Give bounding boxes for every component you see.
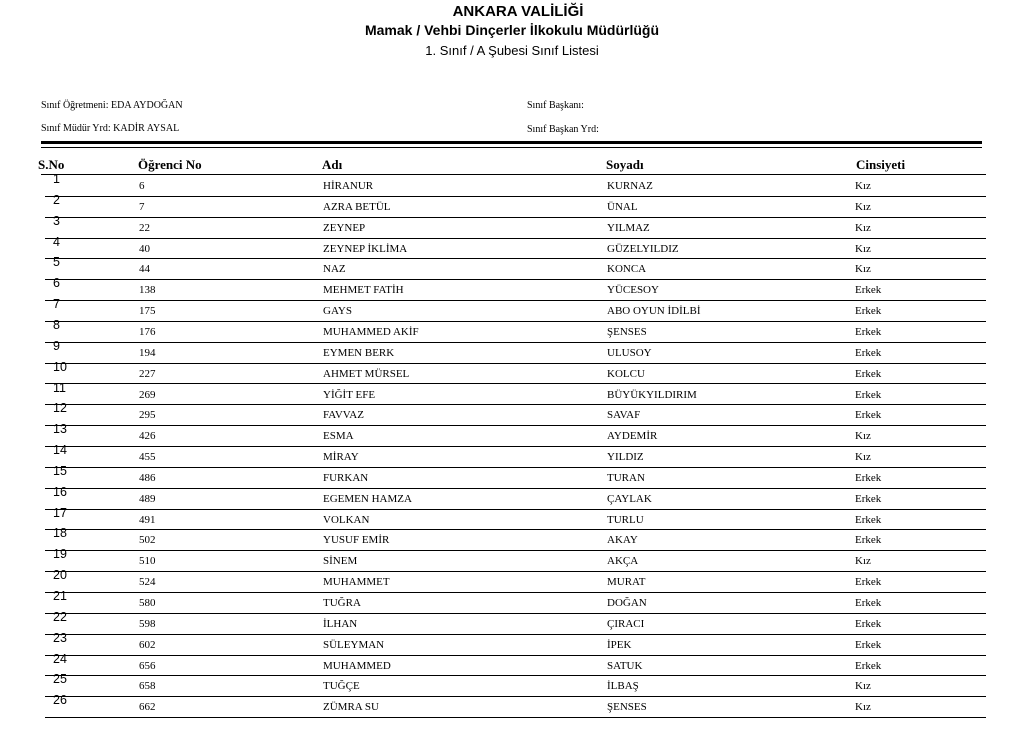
student-number: 658 — [139, 680, 156, 693]
student-surname: ÜNAL — [607, 200, 638, 213]
student-gender: Erkek — [855, 346, 882, 359]
student-number: 295 — [139, 409, 156, 422]
student-gender: Kız — [855, 555, 871, 568]
table-row — [45, 463, 986, 489]
table-row — [45, 192, 986, 218]
row-number: 26 — [53, 693, 67, 708]
student-gender: Erkek — [855, 409, 882, 422]
student-number: 510 — [139, 555, 156, 568]
school-name: Mamak / Vehbi Dinçerler İlkokulu Müdürlüğü — [364, 22, 660, 38]
row-number: 8 — [53, 317, 60, 332]
student-gender: Kız — [855, 701, 871, 714]
student-name: YUSUF EMİR — [323, 534, 390, 547]
student-gender: Erkek — [855, 597, 882, 609]
student-gender: Erkek — [855, 576, 882, 589]
student-surname: KONCA — [607, 263, 647, 276]
row-number: 10 — [53, 359, 67, 374]
student-name: TUĞRA — [323, 597, 361, 609]
student-number: 602 — [139, 638, 156, 651]
student-surname: KOLCU — [607, 367, 645, 380]
student-name: MEHMET FATİH — [323, 284, 404, 297]
row-number: 14 — [53, 443, 67, 458]
list-title: 1. Sınıf / A Şubesi Sınıf Listesi — [425, 43, 599, 58]
table-row — [45, 422, 986, 447]
table-row — [45, 609, 986, 635]
row-number: 24 — [53, 651, 67, 666]
table-row — [45, 276, 986, 301]
student-name: ZÜMRA SU — [323, 701, 379, 714]
table-row — [45, 401, 986, 426]
row-number: 6 — [53, 276, 60, 291]
table-row — [45, 484, 986, 510]
student-surname: ABO OYUN İDİLBİ — [607, 305, 701, 318]
teacher-info — [41, 100, 183, 111]
row-number: 22 — [53, 609, 67, 624]
student-surname: AYDEMİR — [607, 430, 658, 443]
student-name: YİĞİT EFE — [323, 388, 376, 401]
student-name: AHMET MÜRSEL — [323, 367, 410, 380]
student-surname: ULUSOY — [607, 346, 652, 359]
student-number: 502 — [139, 534, 156, 547]
student-name: SİNEM — [323, 555, 358, 568]
table-row — [45, 651, 986, 677]
row-number: 20 — [53, 568, 67, 583]
row-number: 17 — [53, 505, 67, 520]
student-name: EGEMEN HAMZA — [323, 492, 412, 505]
student-surname: ŞENSES — [607, 701, 647, 714]
student-gender: Erkek — [855, 659, 882, 672]
student-number: 194 — [139, 346, 156, 359]
student-number: 7 — [139, 200, 145, 213]
row-number: 12 — [53, 401, 67, 416]
student-name: İLHAN — [323, 617, 358, 630]
table-row — [45, 547, 986, 572]
teacher-label: Sınıf Öğretmeni: — [41, 100, 109, 111]
table-row — [45, 172, 986, 197]
class-vice-president-label: Sınıf Başkan Yrd: — [527, 124, 599, 135]
assistant-name: KADİR AYSAL — [113, 123, 180, 134]
student-name: ESMA — [323, 430, 354, 443]
table-row — [45, 380, 986, 406]
student-name: TUĞÇE — [323, 680, 360, 693]
table-row — [45, 297, 986, 322]
student-surname: ÇAYLAK — [607, 492, 652, 505]
student-gender: Kız — [855, 242, 871, 255]
header-rule-thick — [41, 141, 982, 144]
student-name: MİRAY — [323, 451, 359, 464]
student-name: FURKAN — [323, 471, 369, 484]
student-surname: İLBAŞ — [607, 680, 639, 693]
student-name: HİRANUR — [323, 180, 374, 192]
student-number: 40 — [139, 242, 150, 255]
column-header-sno: S.No — [38, 157, 65, 172]
student-surname: TURLU — [607, 513, 644, 526]
table-row — [45, 693, 986, 718]
student-name: MUHAMMET — [323, 576, 390, 589]
student-number: 598 — [139, 617, 156, 630]
student-gender: Kız — [855, 180, 871, 192]
student-surname: GÜZELYILDIZ — [607, 242, 679, 255]
row-number: 23 — [53, 630, 67, 645]
row-number: 11 — [53, 380, 66, 395]
student-surname: BÜYÜKYILDIRIM — [607, 388, 697, 401]
table-row — [45, 317, 986, 343]
row-number: 18 — [53, 526, 67, 541]
student-surname: ŞENSES — [607, 325, 647, 338]
table-row — [45, 234, 986, 260]
column-header-surname: Soyadı — [606, 157, 644, 172]
student-number: 489 — [139, 492, 156, 505]
student-number: 138 — [139, 284, 156, 297]
student-number: 176 — [139, 325, 156, 338]
table-row — [45, 568, 986, 593]
table-row — [45, 443, 986, 468]
student-gender: Kız — [855, 680, 871, 693]
header-rule-thin — [41, 147, 982, 148]
student-surname: ÇIRACI — [607, 617, 645, 630]
table-row — [45, 359, 986, 385]
student-surname: YILMAZ — [607, 221, 650, 234]
student-gender: Kız — [855, 263, 871, 276]
student-number: 580 — [139, 597, 156, 609]
student-number: 426 — [139, 430, 156, 443]
row-number: 16 — [53, 484, 67, 499]
student-number: 491 — [139, 513, 156, 526]
table-row — [45, 589, 986, 614]
student-name: EYMEN BERK — [323, 346, 395, 359]
table-row — [45, 630, 986, 656]
student-number: 269 — [139, 388, 156, 401]
student-number: 455 — [139, 451, 156, 464]
row-number: 15 — [53, 463, 67, 478]
table-row — [45, 505, 986, 531]
student-name: ZEYNEP — [323, 221, 366, 234]
student-name: MUHAMMED AKİF — [323, 325, 419, 338]
student-surname: AKÇA — [607, 555, 639, 568]
student-name: SÜLEYMAN — [323, 638, 385, 651]
student-number: 227 — [139, 367, 156, 380]
row-number: 13 — [53, 422, 67, 437]
student-gender: Kız — [855, 200, 871, 213]
student-gender: Erkek — [855, 367, 882, 380]
student-surname: KURNAZ — [607, 180, 653, 192]
student-surname: YÜCESOY — [607, 284, 659, 297]
row-number: 2 — [53, 192, 60, 207]
class-president-label: Sınıf Başkanı: — [527, 100, 584, 111]
row-number: 25 — [53, 672, 67, 687]
student-name: AZRA BETÜL — [323, 200, 391, 213]
student-gender: Erkek — [855, 513, 882, 526]
student-gender: Erkek — [855, 471, 882, 484]
student-gender: Kız — [855, 221, 871, 234]
student-name: FAVVAZ — [323, 409, 364, 422]
student-number: 524 — [139, 576, 156, 589]
student-surname: İPEK — [607, 638, 632, 651]
student-name: ZEYNEP İKLİMA — [323, 242, 408, 255]
table-row — [45, 672, 986, 697]
student-surname: SAVAF — [607, 409, 641, 422]
row-number: 21 — [53, 589, 67, 603]
student-number: 656 — [139, 659, 156, 672]
student-number: 175 — [139, 305, 156, 318]
table-row — [45, 338, 986, 364]
assistant-label: Sınıf Müdür Yrd: — [41, 123, 111, 134]
column-header-student-no: Öğrenci No — [138, 157, 202, 172]
student-name: NAZ — [323, 263, 346, 276]
row-number: 1 — [53, 172, 60, 186]
row-number: 4 — [53, 234, 60, 249]
row-number: 9 — [53, 338, 60, 353]
student-surname: TURAN — [607, 471, 645, 484]
student-gender: Erkek — [855, 492, 882, 505]
student-number: 22 — [139, 221, 150, 234]
student-gender: Erkek — [855, 534, 882, 547]
student-gender: Erkek — [855, 388, 882, 401]
student-gender: Erkek — [855, 284, 882, 297]
student-surname: YILDIZ — [607, 451, 644, 464]
student-gender: Erkek — [855, 325, 882, 338]
row-number: 3 — [53, 213, 60, 228]
student-number: 486 — [139, 471, 156, 484]
student-gender: Erkek — [855, 617, 882, 630]
student-name: GAYS — [323, 305, 352, 318]
student-gender: Erkek — [855, 638, 882, 651]
student-number: 44 — [139, 263, 150, 276]
table-row — [45, 255, 986, 280]
student-number: 6 — [139, 180, 145, 192]
student-surname: DOĞAN — [607, 597, 647, 609]
student-gender: Kız — [855, 430, 871, 443]
row-number: 19 — [53, 547, 67, 562]
row-number: 7 — [53, 297, 60, 312]
student-surname: SATUK — [607, 659, 643, 672]
student-number: 662 — [139, 701, 156, 714]
document-title: ANKARA VALİLİĞİ — [452, 3, 584, 20]
student-name: MUHAMMED — [323, 659, 391, 672]
student-surname: MURAT — [607, 576, 646, 589]
row-number: 5 — [53, 255, 60, 270]
teacher-name: EDA AYDOĞAN — [111, 100, 183, 111]
table-row — [45, 213, 986, 239]
assistant-principal-info — [41, 123, 179, 134]
student-name: VOLKAN — [323, 513, 370, 526]
column-header-gender: Cinsiyeti — [856, 157, 906, 172]
student-surname: AKAY — [607, 534, 638, 547]
student-gender: Kız — [855, 451, 871, 464]
student-gender: Erkek — [855, 305, 882, 318]
table-row — [45, 526, 986, 551]
column-header-name: Adı — [322, 157, 343, 172]
